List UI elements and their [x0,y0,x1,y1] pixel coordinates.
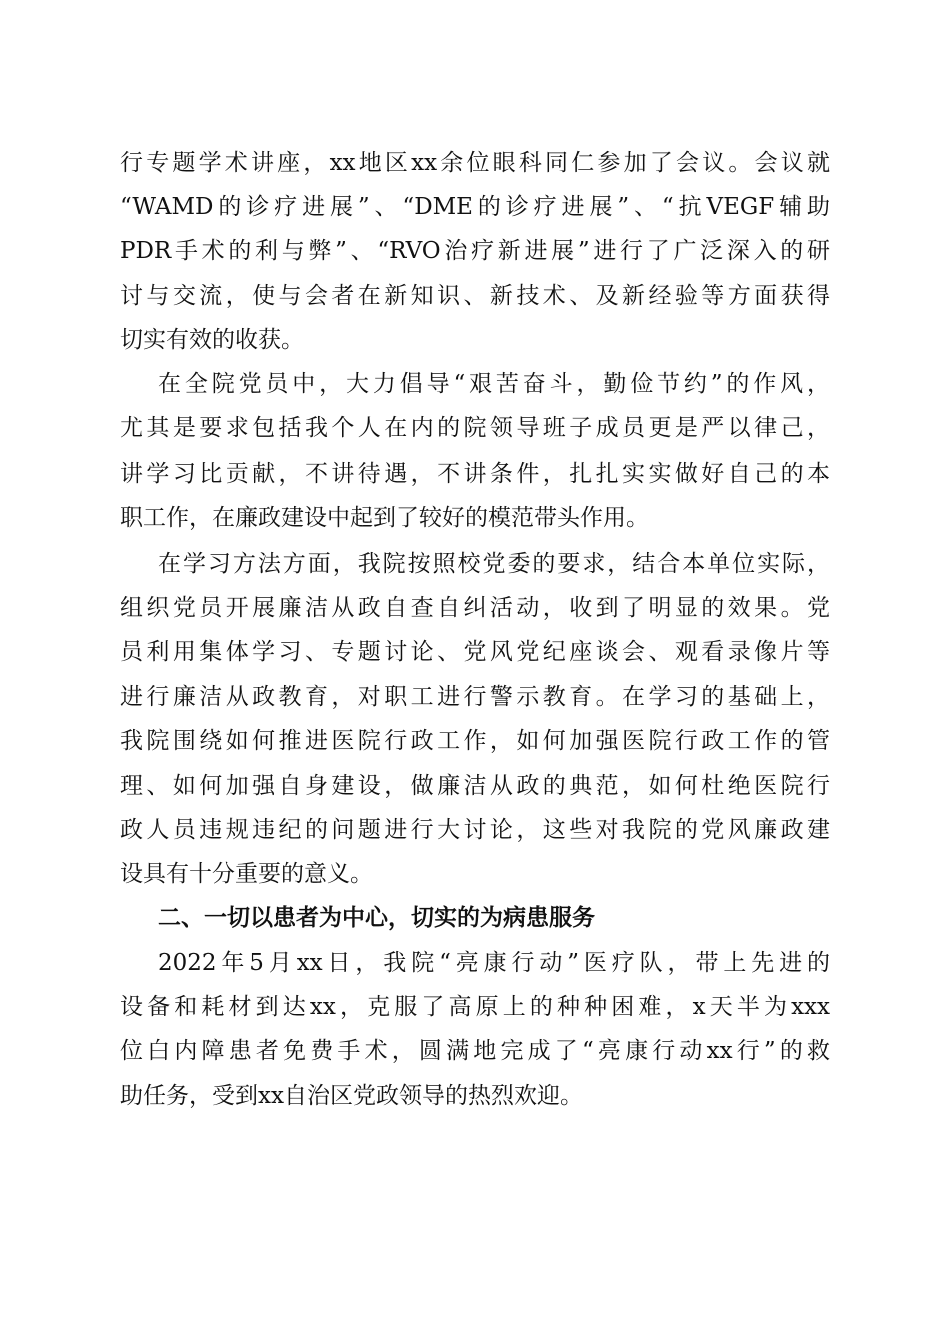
paragraph-line: 讨与交流，使与会者在新知识、新技术、及新经验等方面获得 [120,283,830,309]
paragraph-line: 尤其是要求包括我个人在内的院领导班子成员更是严以律己， [120,415,830,441]
paragraph-line: “WAMD的诊疗进展”、“DME的诊疗进展”、“抗VEGF辅助 [120,194,830,220]
paragraph-line: 助任务，受到xx自治区党政领导的热烈欢迎。 [120,1083,583,1109]
paragraph-line: 进行廉洁从政教育，对职工进行警示教育。在学习的基础上， [120,684,830,710]
paragraph-line: 切实有效的收获。 [120,327,304,353]
paragraph-line: 员利用集体学习、专题讨论、党风党纪座谈会、观看录像片等 [120,639,830,665]
paragraph-line: 政人员违规违纪的问题进行大讨论，这些对我院的党风廉政建 [120,817,830,843]
paragraph-line: 理、如何加强自身建设，做廉洁从政的典范，如何杜绝医院行 [120,773,830,799]
paragraph-line: 在全院党员中，大力倡导“艰苦奋斗，勤俭节约”的作风， [158,371,830,397]
paragraph-line: PDR手术的利与弊”、“RVO治疗新进展”进行了广泛深入的研 [120,238,830,264]
paragraph-line: 行专题学术讲座，xx地区xx余位眼科同仁参加了会议。会议就 [120,150,830,176]
paragraph-line: 讲学习比贡献，不讲待遇，不讲条件，扎扎实实做好自己的本 [120,461,830,487]
paragraph-line: 职工作，在廉政建设中起到了较好的模范带头作用。 [120,505,649,531]
paragraph-line: 位白内障患者免费手术，圆满地完成了“亮康行动xx行”的救 [120,1038,830,1064]
paragraph-line: 2022年5月xx日，我院“亮康行动”医疗队，带上先进的 [158,950,830,976]
paragraph-line: 设具有十分重要的意义。 [120,861,373,887]
paragraph-line: 在学习方法方面，我院按照校党委的要求，结合本单位实际， [158,551,830,577]
section-heading: 二、一切以患者为中心，切实的为病患服务 [158,904,595,931]
paragraph-line: 组织党员开展廉洁从政自查自纠活动，收到了明显的效果。党 [120,595,830,621]
paragraph-line: 设备和耗材到达xx，克服了高原上的种种困难，x天半为xxx [120,994,830,1020]
paragraph-line: 我院围绕如何推进医院行政工作，如何加强医院行政工作的管 [120,728,830,754]
